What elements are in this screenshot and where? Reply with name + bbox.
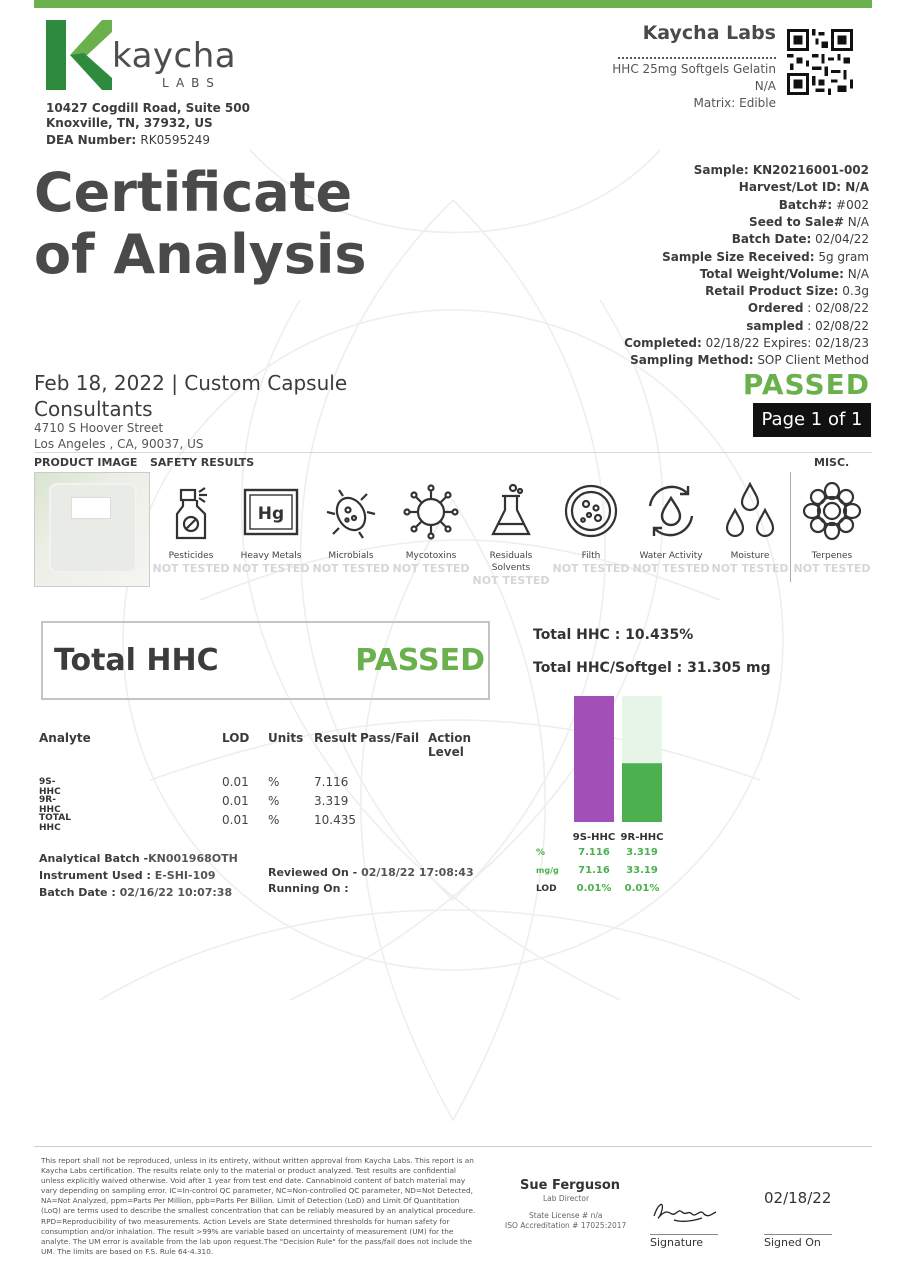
safety-item-mycotoxins — [391, 482, 471, 575]
sample-info-value: SOP Client Method — [753, 353, 869, 368]
safety-name: Moisture — [730, 551, 770, 561]
signature-line — [650, 1234, 718, 1235]
svg-text:Hg: Hg — [257, 504, 285, 524]
handwritten-signature — [650, 1194, 720, 1228]
sample-info-label: Harvest/Lot ID: — [738, 180, 842, 195]
reviewed-label: Reviewed On - — [268, 866, 358, 879]
safety-status: NOT TESTED — [711, 562, 789, 575]
client-name-line2: Consultants — [34, 397, 153, 421]
client-city: Los Angeles , CA, 90037, US — [34, 437, 204, 451]
client-street: 4710 S Hoover Street — [34, 421, 164, 435]
product-na: N/A — [754, 79, 776, 93]
misc-status: NOT TESTED — [793, 562, 871, 575]
signed-on-label: Signed On — [764, 1236, 821, 1249]
lab-address-line1: 10427 Cogdill Road, Suite 500 — [46, 101, 250, 115]
dea-value: RK0595249 — [140, 133, 211, 147]
safety-status: NOT TESTED — [552, 562, 630, 575]
safety-results-label: SAFETY RESULTS — [150, 456, 255, 469]
sample-info-value: 0.3g — [838, 284, 869, 299]
misc-name: Terpenes — [811, 551, 853, 561]
safety-status: NOT TESTED — [232, 562, 310, 575]
safety-status: NOT TESTED — [152, 562, 230, 575]
chart-row-label: LOD — [536, 884, 557, 894]
chart-row-value: 71.16 — [578, 865, 610, 876]
safety-name: Pesticides — [168, 551, 214, 561]
chart-row-value: 3.319 — [626, 847, 658, 858]
sample-info-label: Retail Product Size: — [705, 284, 839, 299]
sample-info-row — [779, 198, 869, 212]
client-date-line: Feb 18, 2022 | Custom Capsule — [34, 371, 348, 395]
signature-label: Signature — [650, 1236, 704, 1249]
signed-on-line — [764, 1234, 832, 1235]
brand-name: Kaycha Labs — [642, 22, 776, 44]
col-header-passfail: Pass/Fail — [360, 731, 420, 745]
analyte-lod: 0.01 — [222, 794, 249, 808]
instrument-used — [39, 869, 216, 882]
analyte-result: 3.319 — [314, 794, 349, 808]
water-drops-icon — [720, 482, 780, 540]
col-header-lod: LOD — [222, 731, 250, 745]
analyte-lod: 0.01 — [222, 813, 249, 827]
section-divider — [34, 452, 872, 453]
analyte-result: 7.116 — [314, 775, 349, 789]
bar-category-label: 9S-HHC — [572, 832, 616, 843]
product-tray — [49, 483, 137, 573]
sample-info-label: sampled — [746, 318, 804, 333]
product-image-label: PRODUCT IMAGE — [34, 456, 138, 469]
safety-item-pesticides — [151, 482, 231, 575]
safety-item-moisture — [710, 482, 790, 575]
misc-item-terpenes — [792, 482, 872, 575]
product-image — [34, 472, 150, 587]
analyte-name: 9R-HHC — [39, 795, 61, 815]
analyte-units: % — [268, 775, 280, 789]
safety-item-heavy-metals — [231, 482, 311, 575]
instrument-value: E-SHI-109 — [154, 869, 216, 882]
water-cycle-icon — [642, 482, 700, 540]
logo-subtitle: LABS — [162, 76, 221, 90]
top-accent-bar — [34, 0, 872, 8]
safety-item-microbials — [311, 482, 391, 575]
analyte-result: 10.435 — [314, 813, 356, 827]
product-matrix: Matrix: Edible — [693, 96, 776, 110]
page-indicator: Page 1 of 1 — [753, 403, 871, 437]
sample-info-row — [694, 163, 869, 177]
batch-date-value: 02/16/22 10:07:38 — [119, 886, 233, 899]
misc-label: MISC. — [814, 456, 850, 469]
kaycha-logo-icon — [46, 20, 112, 90]
title-line2: of Analysis — [34, 223, 367, 286]
disclaimer-text: This report shall not be reproduced, unless in its entirety, without written approval from Kaycha Labs. This report is an Kaycha Labs certification. The results relate only to the material or product analyzed. Test results are confidential unless explicitly waived otherwise. Void after 1 year from test end date. Cannabinoid content of batch material may vary depending on sampling error. IC=In-control QC parameter, NC=Non-controlled QC parameter, ND=Not Detected, NA=Not Analyzed, ppm=Parts Per Million, ppb=Parts Per Billion. Limit of Detection (LoD) and Limit Of Quantitation (LoQ) are terms used to describe the smallest concentration that can be reliably measured by an analytical procedure. RPD=Reproducibility of two measurements. Action Levels are State determined thresholds for human safety for consumption and/or inhalation. The result >99% are variable based on uncertainty of measurement (UM) for the analyte. The UM error is available from the lab upon request.The "Decision Rule" for the pass/fail does not include the UM. The limits are based on F.S. Rule 64-4.310. — [41, 1156, 476, 1256]
overall-passed-status: PASSED — [742, 368, 870, 401]
sample-info-value: N/A — [843, 266, 869, 281]
sample-info-value: KN20216001-002 — [748, 163, 869, 177]
safety-item-residual-solvents — [471, 482, 551, 587]
sample-info-value: #002 — [832, 197, 869, 212]
analyte-lod: 0.01 — [222, 775, 249, 789]
sample-info-label: Completed: — [624, 336, 702, 350]
safety-name: Microbials — [328, 551, 374, 561]
state-license: State License # n/a — [529, 1211, 603, 1220]
analyte-name: 9S-HHC — [39, 777, 61, 797]
chart-row-value: 0.01% — [576, 883, 612, 894]
logo-wordmark: kaycha — [112, 36, 237, 76]
spray-bottle-icon — [169, 482, 213, 540]
sample-info-label: Ordered — [747, 301, 804, 316]
flask-icon — [487, 482, 535, 540]
safety-item-filth — [551, 482, 631, 575]
running-on: Running On : — [268, 882, 349, 895]
col-header-analyte: Analyte — [39, 731, 91, 745]
qr-code-icon — [787, 29, 853, 95]
dea-number — [46, 133, 210, 147]
analytical-batch-value: KN001968OTH — [148, 852, 238, 865]
signer-name: Sue Ferguson — [520, 1178, 621, 1193]
chart-row-value: 7.116 — [578, 847, 610, 858]
footer-divider — [34, 1146, 872, 1147]
batch-date-label: Batch Date : — [39, 886, 116, 899]
title-line1: Certificate — [34, 161, 353, 224]
col-header-action-level: Action Level — [428, 731, 472, 759]
total-hhc-softgel: Total HHC/Softgel : 31.305 mg — [533, 660, 771, 676]
analytical-batch — [39, 852, 238, 865]
safety-name: Heavy Metals — [240, 551, 302, 561]
sample-info-label: Batch Date: — [731, 232, 812, 247]
sample-info-row — [732, 232, 869, 246]
bar-category-label: 9R-HHC — [620, 832, 664, 843]
reviewed-on — [268, 866, 474, 879]
signer-title: Lab Director — [543, 1194, 590, 1203]
petri-dish-icon — [562, 482, 620, 540]
batch-date — [39, 886, 232, 899]
total-hhc-status: PASSED — [355, 643, 485, 678]
safety-name: Mycotoxins — [405, 551, 457, 561]
reviewed-value: 02/18/22 17:08:43 — [361, 866, 474, 879]
bar-9r-hhc — [622, 763, 662, 822]
analyte-units: % — [268, 813, 280, 827]
safety-status: NOT TESTED — [632, 562, 710, 575]
dea-label: DEA Number: — [46, 133, 137, 147]
chart-row-label: % — [536, 848, 546, 858]
sample-info-row — [624, 336, 869, 350]
sample-info-value: 5g gram — [814, 249, 869, 264]
hhc-bar-chart — [520, 690, 700, 900]
safety-item-water-activity — [631, 482, 711, 575]
sample-info-value: 02/04/22 — [811, 232, 869, 247]
safety-name: Water Activity — [639, 551, 703, 561]
sample-info-row — [749, 215, 869, 229]
lab-address-line2: Knoxville, TN, 37932, US — [46, 116, 213, 130]
sample-info-label: Sample: — [693, 163, 749, 177]
col-header-units: Units — [268, 731, 304, 745]
safety-name: Residuals Solvents — [489, 551, 533, 573]
bacteria-icon — [323, 482, 379, 540]
brand-divider — [618, 57, 776, 59]
sample-info-label: Batch#: — [778, 197, 833, 212]
safety-status: NOT TESTED — [472, 574, 550, 587]
sample-info-label: Sampling Method: — [630, 353, 754, 368]
sample-info-row — [662, 250, 869, 264]
signed-date: 02/18/22 — [764, 1189, 832, 1207]
sample-info-label: Total Weight/Volume: — [699, 266, 844, 281]
analyte-name: TOTAL HHC — [39, 813, 71, 833]
flower-icon — [803, 482, 861, 540]
sample-info-value: : 02/08/22 — [803, 318, 869, 333]
virus-icon — [401, 482, 461, 540]
total-hhc-percent: Total HHC : 10.435% — [533, 627, 694, 643]
bar-9s-hhc — [574, 696, 614, 822]
analytical-batch-label: Analytical Batch - — [39, 852, 149, 865]
sample-info-value: N/A — [843, 214, 869, 229]
total-hhc-title: Total HHC — [54, 643, 219, 678]
sample-info-row — [705, 284, 869, 298]
col-header-result: Result — [314, 731, 357, 745]
chart-row-value: 33.19 — [626, 865, 658, 876]
sample-info-label: Sample Size Received: — [662, 249, 815, 264]
product-name: HHC 25mg Softgels Gelatin — [612, 62, 776, 76]
analyte-units: % — [268, 794, 280, 808]
product-label-sticker — [71, 497, 111, 519]
sample-info-value: : 02/08/22 — [803, 301, 869, 316]
chart-row-value: 0.01% — [624, 883, 660, 894]
sample-info-value: N/A — [841, 180, 869, 195]
instrument-label: Instrument Used : — [39, 869, 151, 882]
iso-accreditation: ISO Accreditation # 17025:2017 — [505, 1221, 627, 1230]
sample-info-row — [700, 267, 869, 281]
sample-info-value: 02/18/22 Expires: 02/18/23 — [701, 336, 869, 350]
sample-info-label: Seed to Sale# — [749, 214, 844, 229]
sample-info-row — [630, 353, 869, 367]
misc-divider — [790, 472, 791, 582]
sample-info-row — [739, 180, 869, 194]
safety-name: Filth — [581, 551, 601, 561]
sample-info-row — [748, 301, 869, 315]
sample-info-row — [746, 319, 869, 333]
safety-status: NOT TESTED — [312, 562, 390, 575]
safety-status: NOT TESTED — [392, 562, 470, 575]
chart-row-label: mg/g — [536, 866, 559, 875]
mercury-hg-icon — [241, 482, 301, 540]
